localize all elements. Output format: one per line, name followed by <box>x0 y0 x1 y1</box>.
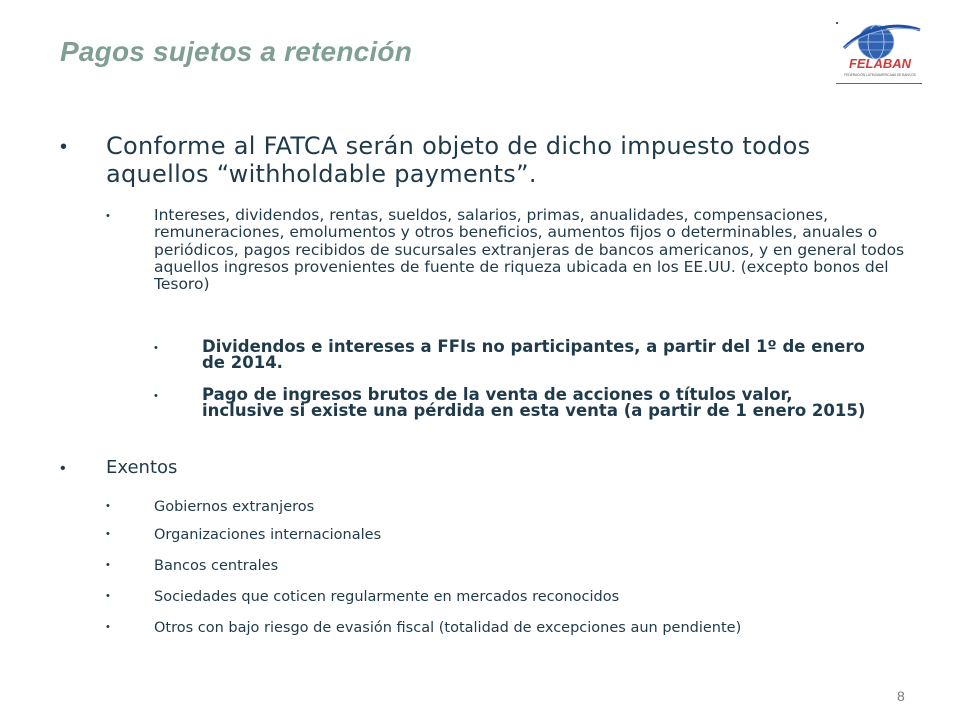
main-point-text: Conforme al FATCA serán objeto de dicho impuesto todos aquellos “withholdable payments”. <box>106 132 811 188</box>
slide-title: Pagos sujetos a retención <box>60 36 412 67</box>
logo-underline <box>836 83 922 84</box>
exempt-item-text: Bancos centrales <box>154 558 279 574</box>
exempt-item-text: Organizaciones internacionales <box>154 527 382 543</box>
logo-name: FELABAN <box>848 56 912 71</box>
felaban-globe-logo-icon <box>836 18 924 84</box>
exempt-heading-text: Exentos <box>106 457 178 478</box>
detail-text: Intereses, dividendos, rentas, sueldos, salarios, primas, anualidades, compensaciones, remuneraciones, emolumentos y otros beneficios, aumentos fijos o determinables, anuales o periódicos, pagos recibidos de sucursales extranjeras de bancos americanos, y en general todos aquellos ingresos provenientes de fuente de riqueza ubicada en los EE.UU. (excepto bonos del Tesoro) <box>154 206 905 294</box>
bullet-marker: • <box>106 621 110 633</box>
bullet-marker: • <box>106 210 110 222</box>
exempt-item-text: Otros con bajo riesgo de evasión fiscal (totalidad de excepciones aun pendiente) <box>154 620 742 636</box>
bullet-marker: • <box>106 528 110 540</box>
bullet-marker: • <box>60 136 68 158</box>
felaban-logo <box>836 18 924 84</box>
bullet-marker: • <box>106 500 110 512</box>
exempt-item-text: Gobiernos extranjeros <box>154 499 315 515</box>
exempt-item-text: Sociedades que coticen regularmente en mercados reconocidos <box>154 589 620 605</box>
bullet-marker: • <box>60 460 66 477</box>
bullet-marker: • <box>154 390 158 402</box>
dated-item-text: Dividendos e intereses a FFIs no participantes, a partir del 1º de enero de 2014. <box>202 337 865 372</box>
logo-tagline: FEDERACIÓN LATINOAMERICANA DE BANCOS <box>844 73 916 77</box>
dated-item-text: Pago de ingresos brutos de la venta de acciones o títulos valor, inclusive si existe una pérdida en esta venta (a partir de 1 enero 2015) <box>202 385 866 420</box>
bullet-marker: • <box>154 342 158 354</box>
bullet-marker: • <box>106 559 110 571</box>
bullet-marker: • <box>106 590 110 602</box>
page-number: 8 <box>897 688 905 704</box>
